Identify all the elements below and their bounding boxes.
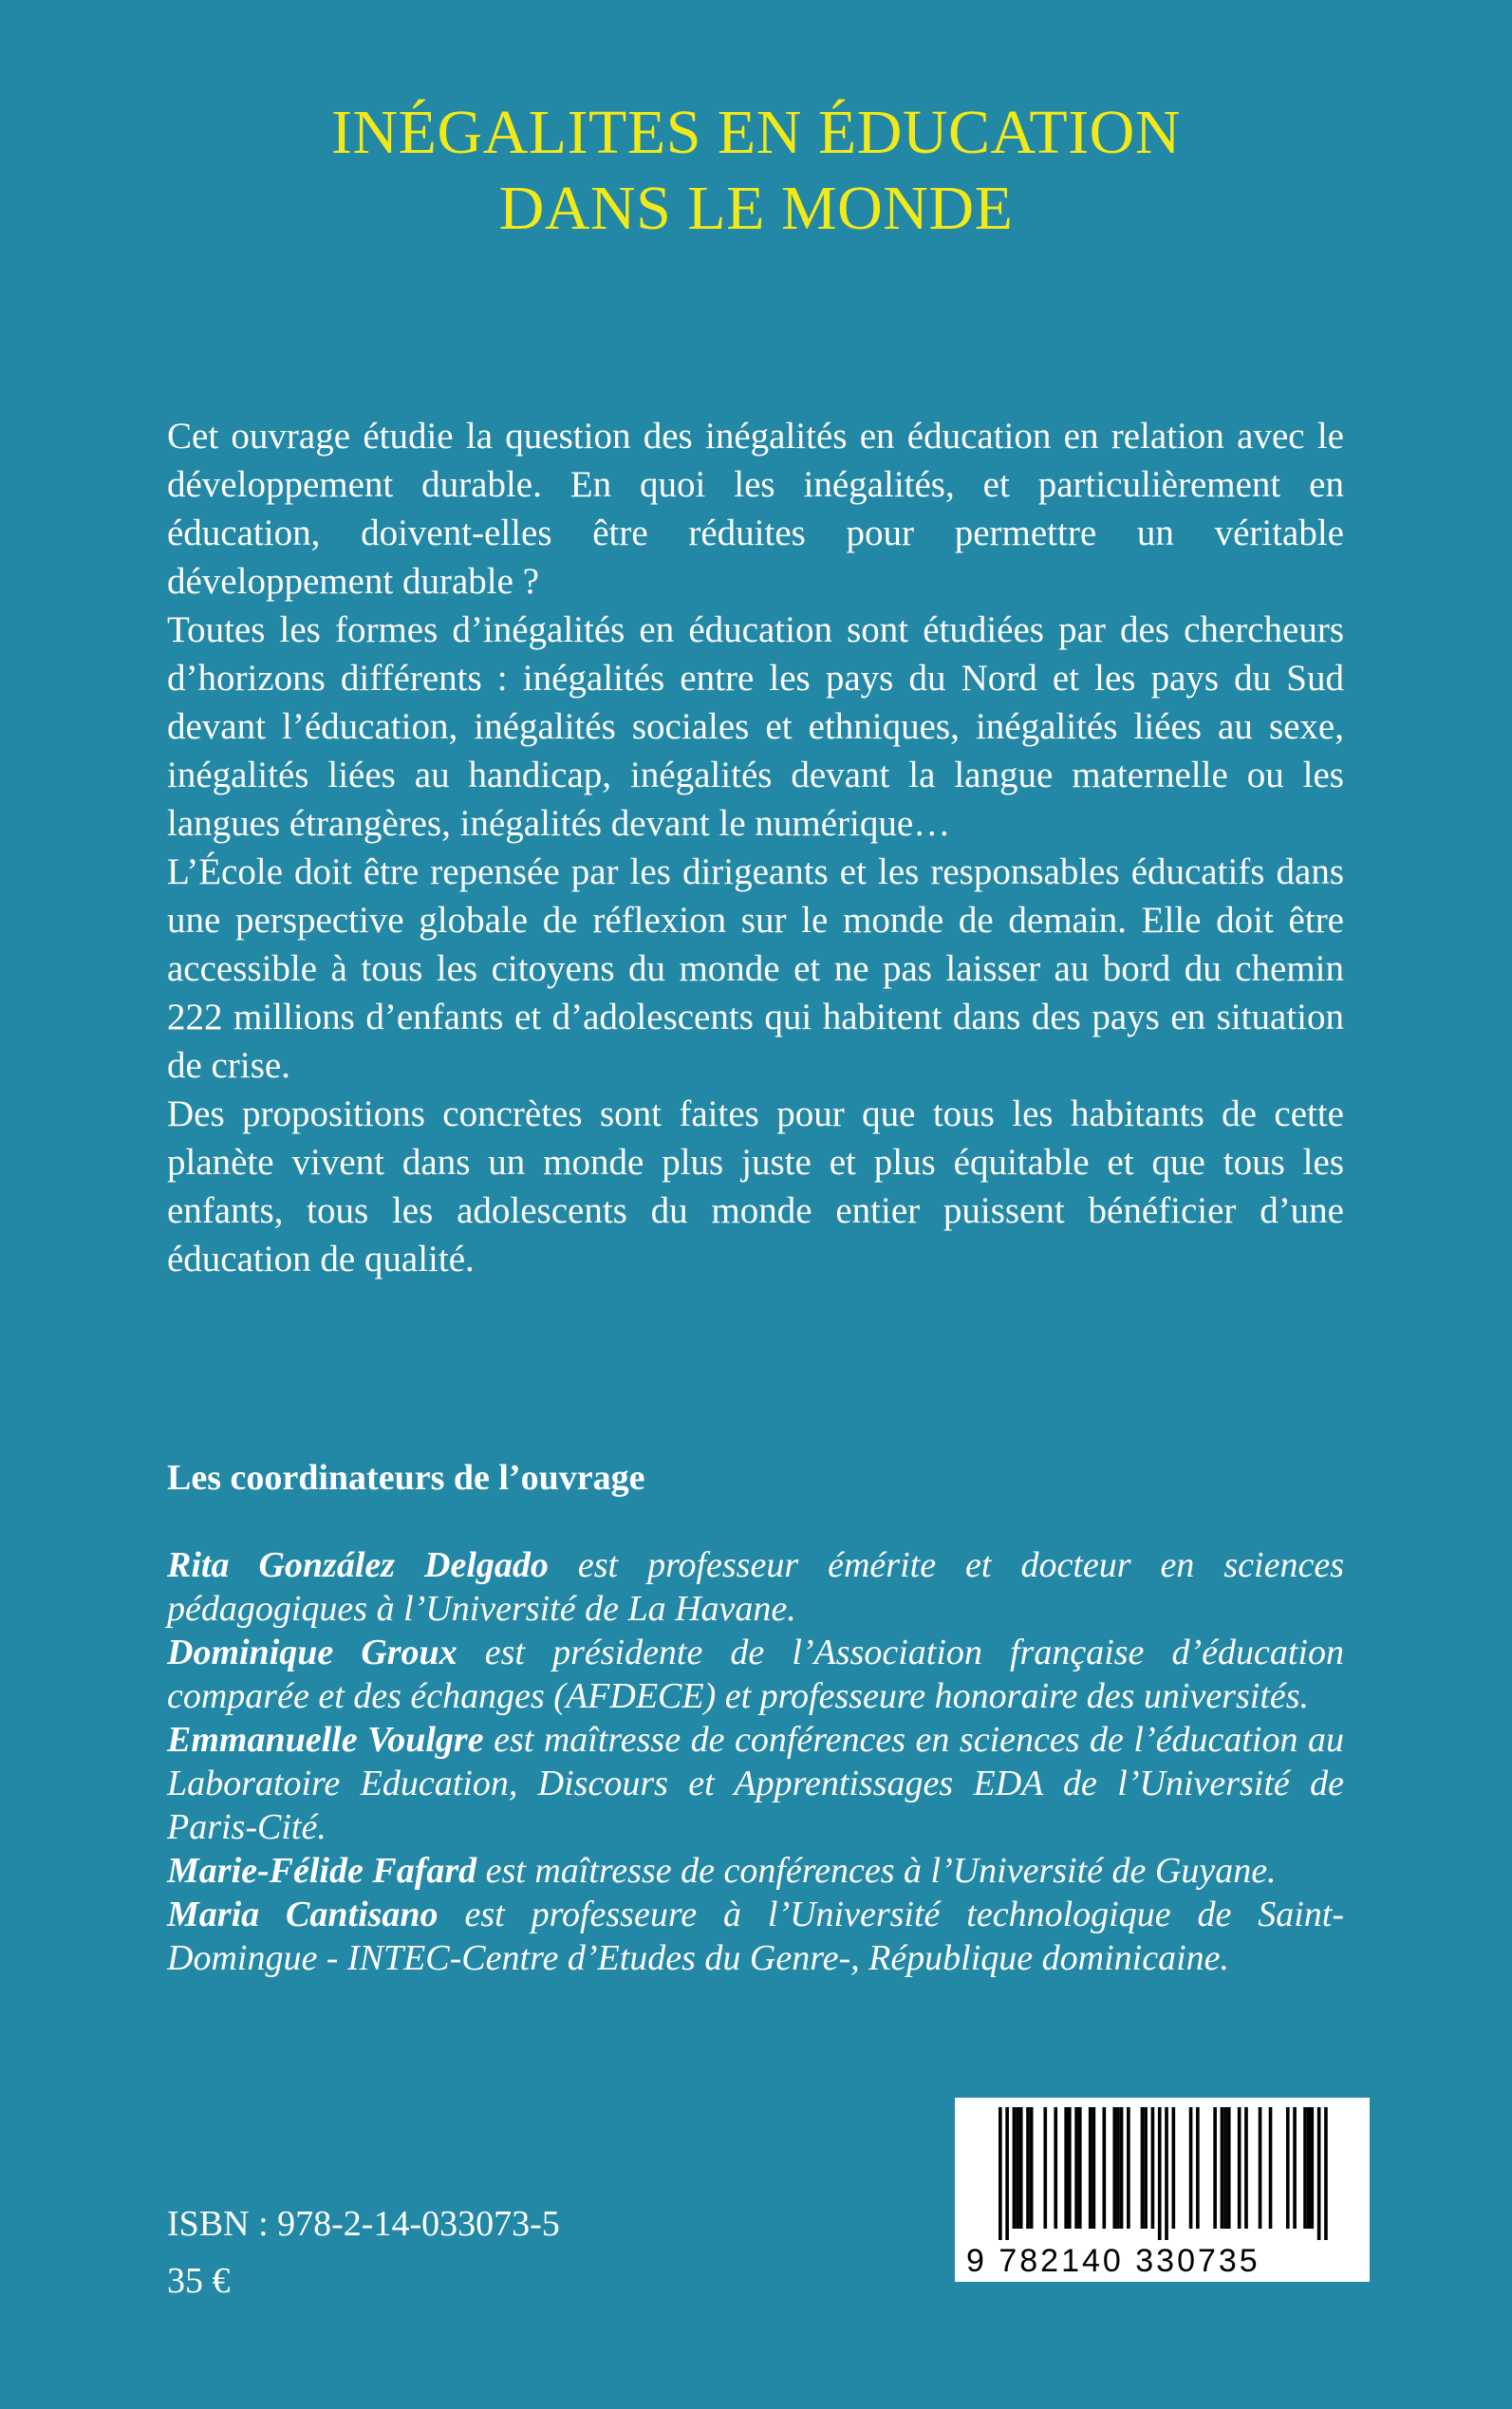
barcode-bar xyxy=(1112,2107,1116,2229)
book-summary xyxy=(167,412,1344,1283)
barcode-bar xyxy=(1005,2107,1009,2240)
barcode-bar xyxy=(1043,2107,1047,2229)
barcode-bar xyxy=(1064,2107,1068,2229)
summary-paragraph: Toutes les formes d’inégalités en éducation sont étudiées par des chercheurs d’horizons différents : inégalités entre les pays du Nord et les pays du Sud devant l’éducation, inégalités sociales et ethniques, inégalités liées au sexe, inégalités liées au handicap, inégalités devant la langue maternelle ou les langues étrangères, inégalités devant le numérique… xyxy=(167,609,1344,844)
barcode-bar xyxy=(1074,2107,1078,2229)
barcode-bar xyxy=(1092,2107,1096,2229)
coordinator-bio: est professeur émérite et docteur en sciences pédagogiques à l’Université de La Havane. xyxy=(167,1545,1344,1629)
barcode-bar xyxy=(1054,2107,1057,2229)
barcode-bar xyxy=(1127,2107,1130,2229)
price-text: 35 € xyxy=(167,2261,231,2301)
barcode-bar xyxy=(1158,2107,1162,2240)
barcode-bar xyxy=(1269,2107,1273,2229)
barcode-bar xyxy=(1303,2107,1307,2229)
barcode-bar xyxy=(1172,2107,1176,2229)
isbn-text: ISBN : 978-2-14-033073-5 xyxy=(167,2204,560,2244)
coordinator-name: Rita González Delgado xyxy=(167,1545,549,1585)
barcode-bar xyxy=(1311,2107,1315,2229)
barcode-bar xyxy=(1026,2107,1030,2229)
coordinator-name: Dominique Groux xyxy=(167,1633,457,1672)
coordinator-entry xyxy=(167,1631,1344,1718)
barcode-bar xyxy=(1189,2107,1193,2229)
barcode-bar xyxy=(1221,2107,1224,2229)
barcode-bar xyxy=(999,2107,1002,2240)
coordinator-entry xyxy=(167,1543,1344,1631)
barcode-bar xyxy=(1286,2107,1290,2229)
coordinator-entry xyxy=(167,1893,1344,1980)
book-title-line-2: DANS LE MONDE xyxy=(498,174,1014,243)
coordinator-name: Maria Cantisano xyxy=(167,1895,439,1934)
coordinator-bio: est maîtresse de conférences en sciences de l’éducation au Laboratoire Education, Discours et Apprentissages EDA de l’Université de Paris-Cité. xyxy=(167,1720,1344,1847)
coordinators-list xyxy=(167,1543,1344,1980)
coordinator-bio: est professeure à l’Université technologique de Saint-Domingue - INTEC-Centre d’Etudes du Genre-, République dominicaine. xyxy=(167,1895,1345,1978)
barcode-bar xyxy=(1196,2107,1200,2229)
barcode-bar xyxy=(1013,2107,1017,2229)
barcode-bar xyxy=(1144,2107,1148,2229)
barcode-bar xyxy=(1116,2107,1120,2229)
barcode-bar xyxy=(1244,2107,1248,2229)
barcode xyxy=(955,2098,1370,2282)
coordinator-name: Emmanuelle Voulgre xyxy=(167,1720,484,1760)
barcode-bar xyxy=(1151,2107,1155,2229)
barcode-bar xyxy=(1103,2107,1107,2229)
barcode-bar xyxy=(1016,2107,1019,2229)
summary-paragraph: Des propositions concrètes sont faites pour que tous les habitants de cette planète vivent dans un monde plus juste et plus équitable et que tous les enfants, tous les adolescents du monde entier puissent bénéficier d’une éducation de qualité. xyxy=(167,1093,1344,1279)
barcode-bar xyxy=(1030,2107,1034,2229)
coordinators-heading: Les coordinateurs de l’ouvrage xyxy=(167,1458,645,1498)
summary-paragraph: L’École doit être repensée par les dirigeants et les responsables éducatifs dans une perspective globale de réflexion sur le monde de demain. Elle doit être accessible à tous les citoyens du monde et ne pas laisser au bord du chemin 222 millions d’enfants et d’adolescents qui habitent dans des pays en situation de crise. xyxy=(167,851,1344,1086)
coordinator-bio: est maîtresse de conférences à l’Université de Guyane. xyxy=(476,1851,1277,1891)
summary-paragraph: Cet ouvrage étudie la question des inégalités en éducation en relation avec le développement durable. En quoi les inégalités, et particulièrement en éducation, doivent-elles être réduites pour permettre un véritable développement durable ? xyxy=(167,416,1344,602)
barcode-bars xyxy=(955,2098,1370,2240)
coordinator-entry xyxy=(167,1849,1344,1893)
barcode-bar xyxy=(1019,2107,1023,2229)
book-title-line-1: INÉGALITES EN ÉDUCATION xyxy=(330,98,1182,167)
barcode-bar xyxy=(1317,2107,1321,2240)
barcode-bar xyxy=(1213,2107,1217,2229)
barcode-bar xyxy=(1238,2107,1241,2229)
barcode-bar xyxy=(1078,2107,1082,2229)
book-title xyxy=(0,95,1512,247)
barcode-bar xyxy=(1293,2107,1297,2229)
barcode-bar xyxy=(1089,2107,1092,2229)
barcode-bar xyxy=(1141,2107,1145,2229)
barcode-bar xyxy=(1227,2107,1231,2229)
coordinator-entry xyxy=(167,1718,1344,1849)
coordinator-name: Marie-Félide Fafard xyxy=(167,1851,477,1891)
barcode-bar xyxy=(1324,2107,1328,2240)
barcode-bar xyxy=(1068,2107,1072,2229)
barcode-bar xyxy=(1259,2107,1262,2229)
barcode-bar xyxy=(1165,2107,1168,2240)
barcode-bar xyxy=(1223,2107,1227,2229)
barcode-bar xyxy=(1120,2107,1124,2229)
barcode-digits: 9 782140 330735 xyxy=(966,2243,1260,2279)
coordinator-bio: est présidente de l’Association française d’éducation comparée et des échanges (AFDECE) et professeure honoraire des universités. xyxy=(167,1633,1344,1716)
barcode-bar xyxy=(1307,2107,1311,2229)
